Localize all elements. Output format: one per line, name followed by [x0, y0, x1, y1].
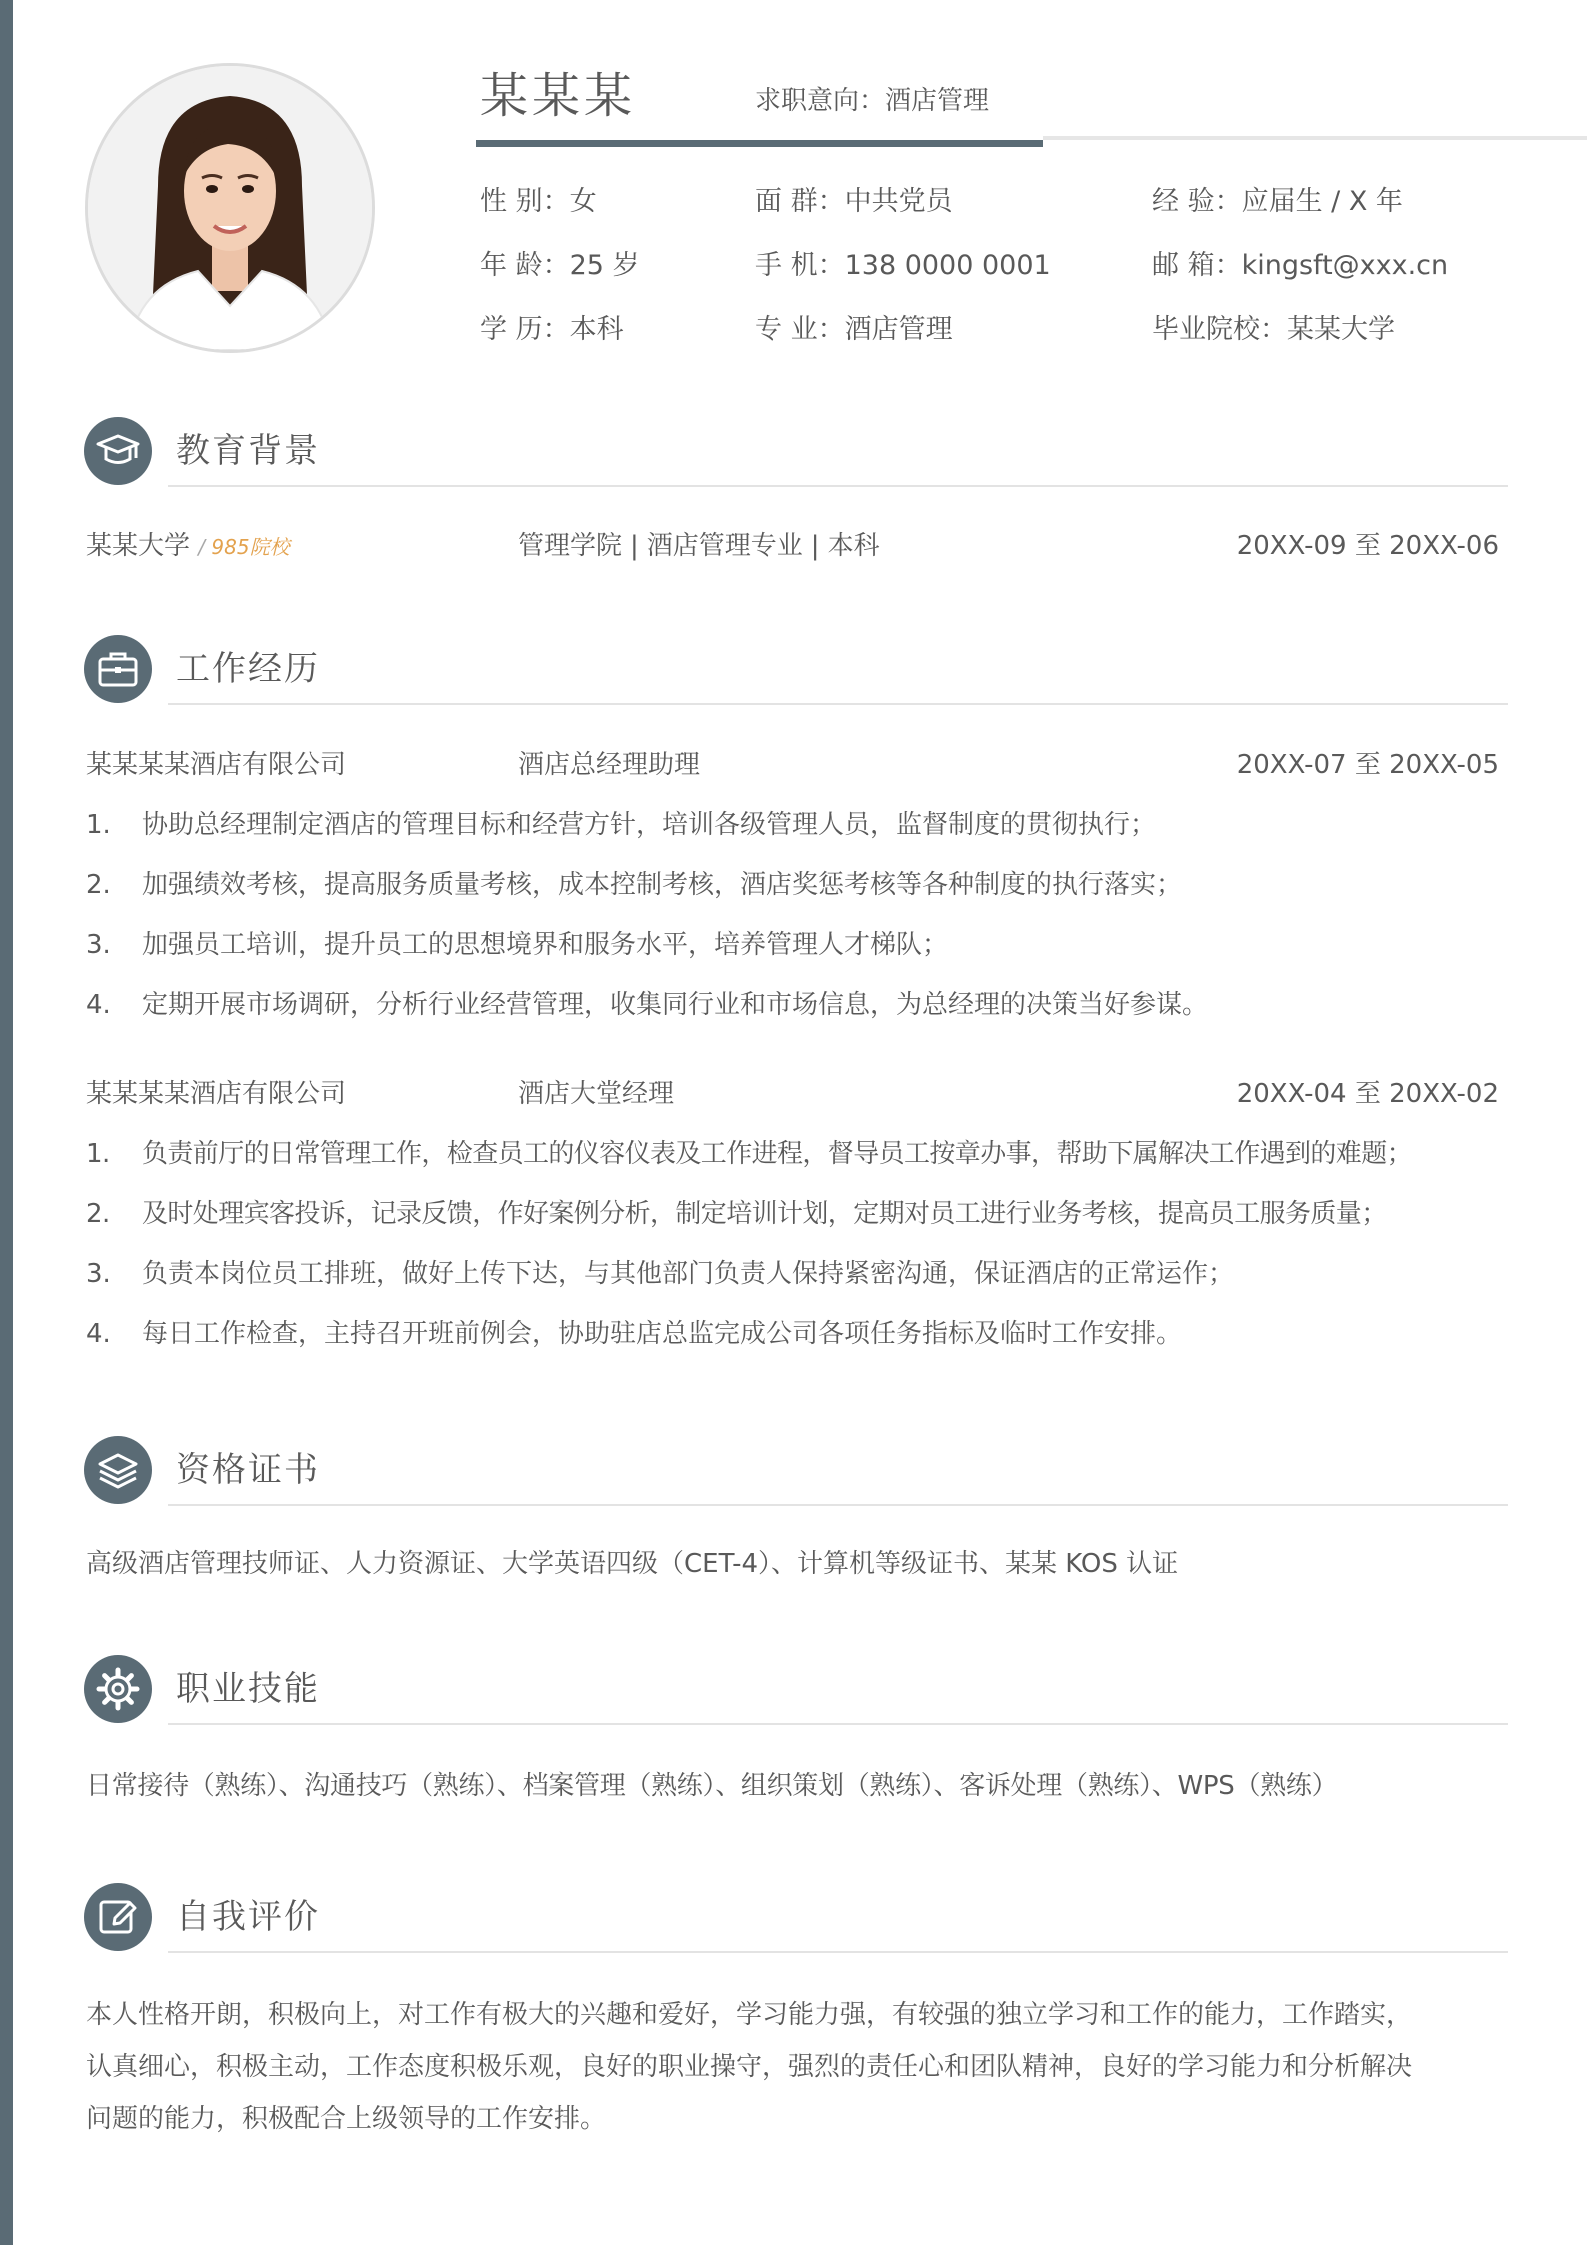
candidate-name: 某某某: [480, 68, 637, 124]
duty-text: 及时处理宾客投诉，记录反馈，作好案例分析，制定培训计划，定期对员工进行业务考核，提高员工服务质量；: [142, 1199, 1387, 1229]
job-duty: [86, 927, 948, 963]
job-duty: [86, 867, 1182, 903]
info-email: 邮 箱：kingsft@xxx.cn: [1152, 250, 1449, 281]
info-school: 毕业院校：某某大学: [1152, 314, 1395, 345]
duty-number: 3.: [86, 930, 111, 960]
tag-separator: /: [198, 535, 206, 559]
job-company: 某某某某酒店有限公司: [86, 1079, 347, 1109]
info-gender: 性 别：女: [480, 186, 597, 217]
education-college: 管理学院: [518, 531, 623, 561]
separator: |: [810, 531, 820, 561]
job-objective: [755, 83, 989, 119]
info-major: 专 业：酒店管理: [755, 314, 953, 345]
duty-number: 2.: [86, 870, 111, 900]
briefcase-icon: [84, 635, 152, 703]
info-age: 年 龄：25 岁: [480, 250, 640, 281]
duty-number: 1.: [86, 1139, 110, 1169]
job-duty: [86, 1256, 1234, 1292]
info-experience: 经 验：应届生 / X 年: [1152, 186, 1403, 217]
duty-number: 2.: [86, 1199, 110, 1229]
duty-number: 4.: [86, 1319, 111, 1349]
duty-text: 加强员工培训，提升员工的思想境界和服务水平，培养管理人才梯队；: [142, 930, 949, 960]
layers-icon: [84, 1436, 152, 1504]
certificates-text: 高级酒店管理技师证、人力资源证、大学英语四级（CET-4）、计算机等级证书、某某 KOS 认证: [86, 1549, 1179, 1579]
section-divider: [168, 1504, 1508, 1506]
duty-text: 负责本岗位员工排班，做好上传下达，与其他部门负责人保持紧密沟通，保证酒店的正常运作；: [142, 1259, 1235, 1289]
job-position: 酒店大堂经理: [518, 1079, 675, 1109]
edit-icon: [84, 1883, 152, 1951]
objective-label: 求职意向：: [755, 86, 886, 116]
education-degree: 本科: [827, 531, 880, 561]
self-eval-line: 本人性格开朗，积极向上，对工作有极大的兴趣和爱好，学习能力强，有较强的独立学习和工作的能力，工作踏实，: [86, 2000, 1413, 2030]
duty-number: 1.: [86, 810, 111, 840]
info-politics: 面 群：中共党员: [755, 186, 953, 217]
school-tier-tag: [198, 535, 289, 559]
duty-text: 定期开展市场调研，分析行业经营管理，收集同行业和市场信息，为总经理的决策当好参谋。: [142, 990, 1209, 1020]
duty-text: 加强绩效考核，提高服务质量考核，成本控制考核，酒店奖惩考核等各种制度的执行落实；: [142, 870, 1183, 900]
section-title-self-evaluation: 自我评价: [176, 1897, 320, 1937]
section-divider: [168, 1723, 1508, 1725]
duty-number: 4.: [86, 990, 111, 1020]
job-duty: [86, 987, 1208, 1023]
duty-text: 负责前厅的日常管理工作，检查员工的仪容仪表及工作进程，督导员工按章办事，帮助下属解决工作遇到的难题；: [142, 1139, 1413, 1169]
gear-icon: [84, 1655, 152, 1723]
tag-label: 院校: [249, 535, 290, 559]
graduation-cap-icon: [84, 417, 152, 485]
duty-text: 协助总经理制定酒店的管理目标和经营方针，培训各级管理人员，监督制度的贯彻执行；: [142, 810, 1157, 840]
duty-text: 每日工作检查，主持召开班前例会，协助驻店总监完成公司各项任务指标及临时工作安排。: [142, 1319, 1183, 1349]
education-program: [518, 528, 880, 564]
portrait-illustration: [88, 66, 372, 350]
separator: |: [630, 531, 639, 561]
section-divider: [168, 1951, 1508, 1953]
self-eval-line: 问题的能力，积极配合上级领导的工作安排。: [86, 2104, 607, 2134]
left-accent-bar: [0, 0, 13, 2245]
education-period: 20XX-09 至 20XX-06: [1236, 531, 1499, 561]
job-period: 20XX-04 至 20XX-02: [1236, 1079, 1499, 1109]
section-divider: [168, 485, 1508, 487]
info-degree: 学 历：本科: [480, 314, 624, 345]
education-school: [86, 528, 290, 565]
title-underline: [476, 140, 1043, 147]
avatar: [85, 63, 375, 353]
school-name: 某某大学: [86, 531, 191, 561]
job-period: 20XX-07 至 20XX-05: [1236, 750, 1499, 780]
section-title-education: 教育背景: [176, 431, 320, 471]
title-underline-extension: [1043, 136, 1587, 140]
job-duty: [86, 1136, 1412, 1172]
job-duty: [86, 1196, 1387, 1232]
job-duty: [86, 807, 1156, 843]
job-company: 某某某某酒店有限公司: [86, 750, 347, 780]
section-title-skills: 职业技能: [176, 1669, 320, 1709]
skills-text: 日常接待（熟练）、沟通技巧（熟练）、档案管理（熟练）、组织策划（熟练）、客诉处理（熟练）、WPS（熟练）: [86, 1771, 1338, 1801]
job-duty: [86, 1316, 1182, 1352]
tag-tier: 985: [211, 535, 250, 559]
section-divider: [168, 703, 1508, 705]
section-title-certificates: 资格证书: [176, 1450, 320, 1490]
info-phone: 手 机：138 0000 0001: [755, 250, 1051, 281]
section-title-work: 工作经历: [176, 649, 320, 689]
duty-number: 3.: [86, 1259, 111, 1289]
self-eval-line: 认真细心，积极主动，工作态度积极乐观，良好的职业操守，强烈的责任心和团队精神，良好的学习能力和分析解决: [86, 2052, 1413, 2082]
objective-value: 酒店管理: [885, 86, 990, 116]
job-position: 酒店总经理助理: [518, 750, 701, 780]
education-major: 酒店管理专业: [646, 531, 803, 561]
